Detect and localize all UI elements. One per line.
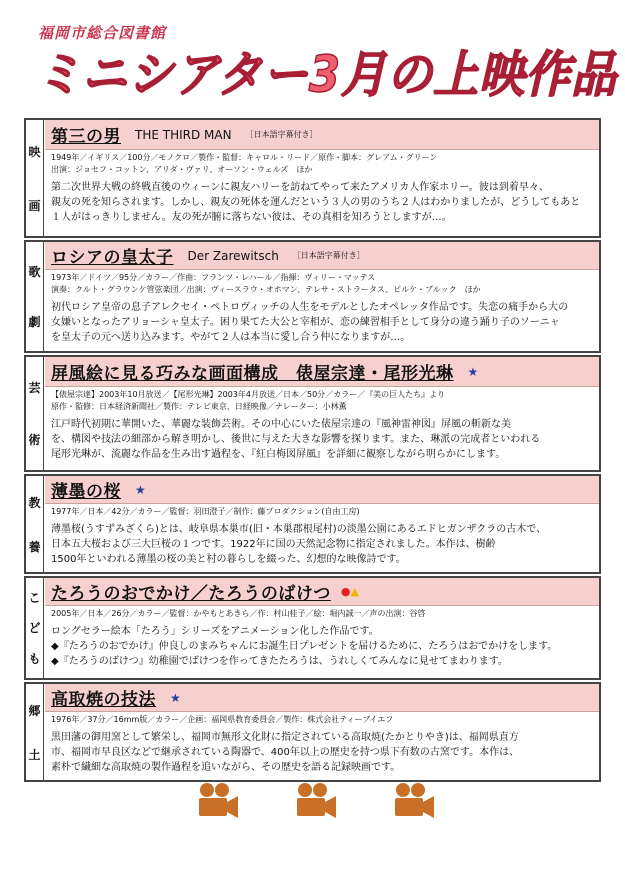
program-title: たろうのおでかけ／たろうのばけつ [51,584,331,604]
description-line: 黒田藩の御用窯として繁栄し、福岡市無形文化財に指定されている高取焼(たかとりやき)は、福岡県直方 [51,732,519,743]
subtitle-note: ［日本語字幕付き］ [245,130,318,139]
program-title-bar [45,242,599,270]
description-line: 1500年といわれる薄墨の桜の美と村の暮らしを綴った、幻想的な映像詩です。 [51,554,406,565]
program-section-culture [24,474,601,574]
program-title: 第三の男 [51,127,121,147]
genre-char: 術 [28,433,41,448]
description-line: 薄墨桜(うすずみざくら)とは、岐阜県本巣市(旧・本巣郡根尾村)の淡墨公園にあるエドヒガンザクラの古木で、 [51,524,547,535]
genre-char: 土 [28,747,41,762]
program-description [45,726,599,778]
program-title: 高取焼の技法 [51,690,156,710]
genre-char: 映 [28,144,41,159]
program-title-bar [45,357,599,387]
genre-char: 教 [28,495,41,510]
credit-line: 原作・監修：日本経済新聞社／製作：テレビ東京、日経映像／ナレーター：小林薫 [51,402,347,411]
program-title-bar [45,578,599,606]
credit-line: 1976年／37分／16mm版／カラー／企画：福岡県教育委員会／製作：株式会社ティーブイエフ [51,715,394,724]
genre-char: 劇 [28,315,41,330]
program-title-original: THE THIRD MAN [135,127,232,142]
credit-line: 【俵屋宗達】2003年10月放送／【尾形光琳】2003年4月放送／日本／50分／カラー／『美の巨人たち』より [51,390,446,399]
star-mark: ★ [170,690,181,705]
description-line: 女嫌いとなったアリョーシャ皇太子。困り果てた大公と宰相が、恋の練習相手として身分の違う踊り子のソーニャ [51,317,560,328]
genre-label [26,120,44,236]
program-description [45,176,599,228]
program-section-opera [24,240,601,353]
program-title-bar [45,120,599,150]
program-credits [45,712,599,726]
star-mark: ★ [467,364,479,379]
program-description [45,413,599,465]
decoration-row [195,782,435,820]
credit-line: 1949年／イギリス／100分／モノクロ／製作・監督：キャロル・リード／原作・脚本：グレアム・グリーン [51,153,438,162]
library-name: 福岡市総合図書館 [38,24,167,42]
red-circle-icon: ● [340,585,351,598]
description-line: 日本五大桜および三大巨桜の１つです。1922年に国の天然記念物に指定されました。本作は、樹齢 [51,539,496,550]
page-title: ミニシアター3月の上映作品 [36,45,618,104]
genre-char: 歌 [28,264,41,279]
description-line: １人がはっきりしません。友の死が腑に落ちない彼は、その真相を知ろうとしますが…。 [51,212,452,223]
description-line: 第二次世界大戦の終戦直後のウィーンに親友ハリーを訪ねてやって来たアメリカ人作家ホリー。彼は到着早々、 [51,182,549,193]
program-section-art [24,355,601,472]
genre-char: こ [28,590,41,605]
credit-line: 1977年／日本／42分／カラー／監督：羽田澄子／制作：藤プロダクション(自由工房) [51,507,360,516]
program-title: ロシアの皇太子 [51,248,174,268]
program-section-kids [24,576,601,680]
yellow-triangle-icon: ▲ [350,585,359,598]
program-credits [45,387,599,413]
description-line: 初代ロシア皇帝の息子アレクセイ・ペトロヴィッチの人生をモデルとしたオペレッタ作品です。失恋の痛手から大の [51,302,569,313]
description-line: 尾形光琳が、流麗な作品を生み出す過程を、『紅白梅図屏風』を詳細に観察しながら明らかにします。 [51,449,506,460]
program-credits [45,504,599,518]
subtitle-note: ［日本語字幕付き］ [292,251,365,260]
movie-camera-icon [195,782,239,820]
description-line: 江戸時代初期に華開いた、華麗な装飾芸術。その中心にいた俵屋宗達の『風神雷神図』屏風の斬新な美 [51,419,511,430]
program-title-bar [45,476,599,504]
program-description [45,518,599,570]
program-description [45,296,599,348]
program-title-original: Der Zarewitsch [187,248,279,263]
description-line: ロングセラー絵本「たろう」シリーズをアニメーション化した作品です。 [51,626,379,637]
genre-char: 郷 [28,703,41,718]
genre-char: も [28,652,41,667]
genre-label [26,357,44,470]
program-credits [45,270,599,296]
description-line: ◆『たろうのおでかけ』仲良しのまみちゃんにお誕生日プレゼントを届けるために、たろうはおでかけをします。 [51,641,558,652]
description-line: 親友の死を知らされます。しかし、親友の死体を運んだという３人の男のうち２人はわかりましたが、どうしてもあと [51,197,581,208]
program-section-local [24,682,601,782]
description-line: ◆『たろうのばけつ』幼稚園でばけつを作ってきたたろうは、うれしくてみんなに見せてまわります。 [51,656,508,667]
program-credits [45,606,599,620]
genre-char: ど [28,621,41,636]
program-section-film [24,118,601,238]
program-list [24,118,601,784]
description-line: を皇太子の元へ送り込みます。やがて２人は本当に愛し合う仲になりますが…。 [51,332,411,343]
program-credits [45,150,599,176]
genre-label [26,242,44,351]
age-marks [341,585,359,598]
genre-char: 画 [28,198,41,213]
movie-camera-icon [293,782,337,820]
credit-line: 2005年／日本／26分／カラー／監督：かやもとあきら／作：村山桂子／絵：堀内誠一／声の出演：谷啓 [51,609,426,618]
credit-line: 出演：ジョセフ・コットン、アリダ・ヴァリ、オーソン・ウェルズ ほか [51,165,313,174]
description-line: を、構図や技法の細部から解き明かし、後世に与えた大きな影響を探ります。また、琳派の完成者といわれる [51,434,541,445]
description-line: 市、福岡市早良区などで継承されている陶器で、400年以上の歴史を持つ県下有数の古窯です。本作は、 [51,747,520,758]
credit-line: 演奏：クルト・グラウンケ管弦楽団／出演：ヴィースラウ・オホマン、テレサ・ストラータス、ビルケ・ブルック ほか [51,285,481,294]
description-line: 素朴で繊細な高取焼の製作過程を追いながら、その歴史を語る記録映画です。 [51,762,401,773]
program-description [45,620,599,672]
program-title: 屏風絵に見る巧みな画面構成 俵屋宗達・尾形光琳 [51,364,454,384]
genre-char: 養 [28,539,41,554]
program-title-bar [45,684,599,712]
genre-char: 芸 [28,380,41,395]
movie-camera-icon [391,782,435,820]
star-mark: ★ [135,482,146,497]
program-title: 薄墨の桜 [51,482,121,502]
genre-label [26,684,44,780]
genre-label [26,578,44,678]
credit-line: 1973年／ドイツ／95分／カラー／作曲：フランツ・レハール／指揮：ヴィリー・マッテス [51,273,376,282]
genre-label [26,476,44,572]
